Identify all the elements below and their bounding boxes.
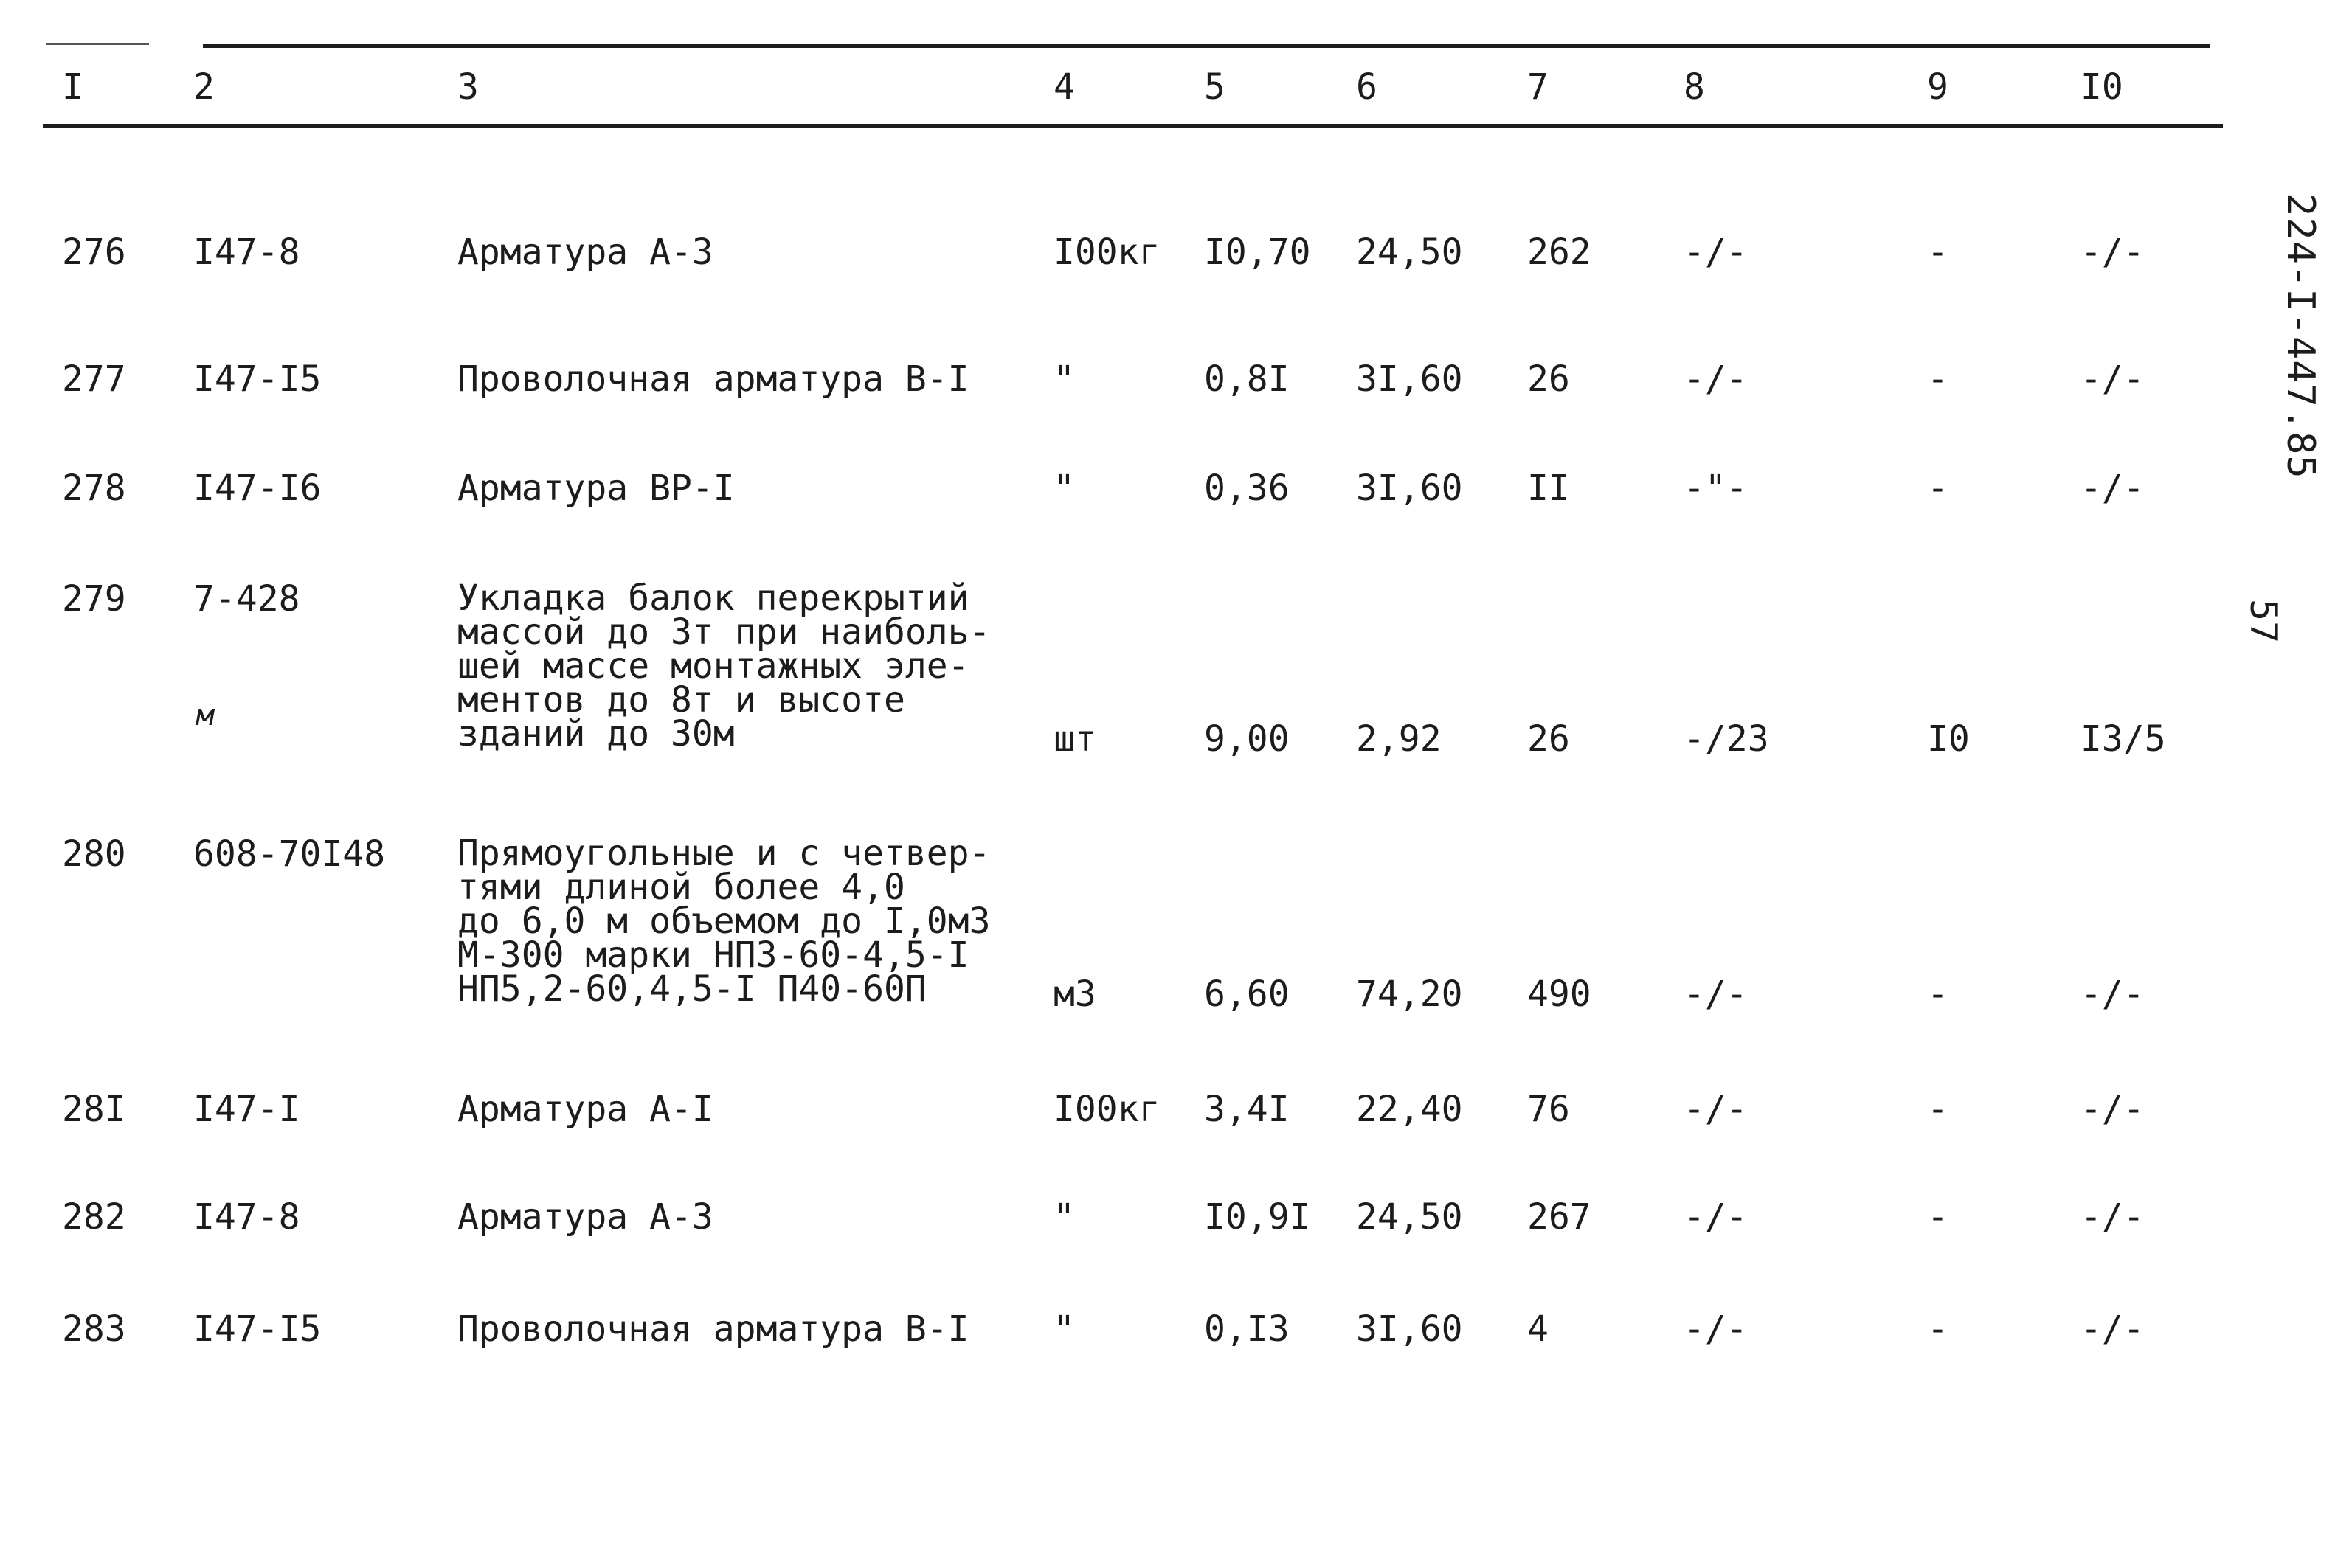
unit-price: 2,92 xyxy=(1356,718,1442,760)
column-8-value: -/- xyxy=(1684,232,1748,273)
column-header-1: I xyxy=(62,66,83,108)
column-header-7: 7 xyxy=(1527,66,1549,108)
rate-code: I47-I5 xyxy=(193,1308,322,1350)
rate-code: I47-I6 xyxy=(193,468,322,509)
unit-price: 74,20 xyxy=(1356,974,1463,1015)
rate-code: 7-428 xyxy=(193,578,300,620)
total-cost: 267 xyxy=(1527,1196,1591,1238)
work-description: Арматура ВР-I xyxy=(457,468,735,509)
row-number: 283 xyxy=(62,1308,126,1350)
row-number: 279 xyxy=(62,578,126,620)
row-number: 278 xyxy=(62,468,126,509)
quantity: I0,9I xyxy=(1204,1196,1311,1238)
top-left-short-rule xyxy=(46,43,149,45)
total-cost: 26 xyxy=(1527,718,1570,760)
work-description: Арматура А-I xyxy=(457,1089,713,1130)
column-header-8: 8 xyxy=(1684,66,1705,108)
quantity: 0,36 xyxy=(1204,468,1290,509)
column-header-10: I0 xyxy=(2081,66,2123,108)
unit-price: 3I,60 xyxy=(1356,1308,1463,1350)
unit: I00кг xyxy=(1054,232,1161,273)
unit: " xyxy=(1054,1308,1075,1350)
rate-code: I47-I5 xyxy=(193,358,322,400)
unit-price: 24,50 xyxy=(1356,1196,1463,1238)
unit: шт xyxy=(1054,718,1096,760)
page-number: 57 xyxy=(2242,599,2285,644)
quantity: I0,70 xyxy=(1204,232,1311,273)
column-header-9: 9 xyxy=(1927,66,1948,108)
total-cost: 76 xyxy=(1527,1089,1570,1130)
unit: м3 xyxy=(1054,974,1096,1015)
column-9-value: - xyxy=(1927,1089,1948,1130)
column-9-value: - xyxy=(1927,1196,1948,1238)
rate-code: 608-70I48 xyxy=(193,833,386,875)
column-8-value: -/23 xyxy=(1684,718,1769,760)
row-number: 276 xyxy=(62,232,126,273)
column-8-value: -/- xyxy=(1684,1308,1748,1350)
unit: " xyxy=(1054,1196,1075,1238)
column-9-value: - xyxy=(1927,358,1948,400)
unit-price: 3I,60 xyxy=(1356,468,1463,509)
unit: " xyxy=(1054,358,1075,400)
document-code: 224-I-447.85 xyxy=(2278,193,2322,479)
column-10-value: -/- xyxy=(2081,1308,2145,1350)
column-8-value: -"- xyxy=(1684,468,1748,509)
work-description: Проволочная арматура В-I xyxy=(457,358,969,400)
rate-code: I47-8 xyxy=(193,232,300,273)
column-9-value: - xyxy=(1927,974,1948,1015)
column-8-value: -/- xyxy=(1684,974,1748,1015)
row-number: 282 xyxy=(62,1196,126,1238)
column-9-value: I0 xyxy=(1927,718,1970,760)
column-9-value: - xyxy=(1927,468,1948,509)
column-10-value: I3/5 xyxy=(2081,718,2166,760)
column-8-value: -/- xyxy=(1684,1196,1748,1238)
row-number: 280 xyxy=(62,833,126,875)
header-bottom-rule xyxy=(43,124,2223,128)
unit-price: 3I,60 xyxy=(1356,358,1463,400)
column-9-value: - xyxy=(1927,1308,1948,1350)
work-description: Арматура А-3 xyxy=(457,1196,713,1238)
column-header-2: 2 xyxy=(193,66,215,108)
row-number: 28I xyxy=(62,1089,126,1130)
column-header-5: 5 xyxy=(1204,66,1225,108)
rate-code-note: м xyxy=(196,698,215,732)
quantity: 3,4I xyxy=(1204,1089,1290,1130)
total-cost: 490 xyxy=(1527,974,1591,1015)
quantity: 6,60 xyxy=(1204,974,1290,1015)
unit: I00кг xyxy=(1054,1089,1161,1130)
column-10-value: -/- xyxy=(2081,358,2145,400)
top-rule xyxy=(203,44,2210,48)
rate-code: I47-8 xyxy=(193,1196,300,1238)
work-description: Проволочная арматура В-I xyxy=(457,1308,969,1350)
work-description: Арматура А-3 xyxy=(457,232,713,273)
column-header-6: 6 xyxy=(1356,66,1377,108)
rate-code: I47-I xyxy=(193,1089,300,1130)
total-cost: II xyxy=(1527,468,1570,509)
column-9-value: - xyxy=(1927,232,1948,273)
row-number: 277 xyxy=(62,358,126,400)
column-8-value: -/- xyxy=(1684,1089,1748,1130)
total-cost: 262 xyxy=(1527,232,1591,273)
column-10-value: -/- xyxy=(2081,232,2145,273)
column-10-value: -/- xyxy=(2081,1196,2145,1238)
quantity: 0,I3 xyxy=(1204,1308,1290,1350)
column-10-value: -/- xyxy=(2081,1089,2145,1130)
unit-price: 22,40 xyxy=(1356,1089,1463,1130)
column-8-value: -/- xyxy=(1684,358,1748,400)
column-10-value: -/- xyxy=(2081,974,2145,1015)
column-header-4: 4 xyxy=(1054,66,1075,108)
total-cost: 26 xyxy=(1527,358,1570,400)
column-10-value: -/- xyxy=(2081,468,2145,509)
total-cost: 4 xyxy=(1527,1308,1549,1350)
quantity: 9,00 xyxy=(1204,718,1290,760)
work-description: Укладка балок перекрытий массой до 3т при наиболь- шей массе монтажных эле- ментов до 8т и высоте зданий до 30м xyxy=(457,577,991,754)
unit: " xyxy=(1054,468,1075,509)
unit-price: 24,50 xyxy=(1356,232,1463,273)
work-description: Прямоугольные и с четвер- тями длиной более 4,0 до 6,0 м объемом до I,0м3 М-300 марки НП3-60-4,5-I НП5,2-60,4,5-I П40-60П xyxy=(457,833,991,1010)
column-header-3: 3 xyxy=(457,66,479,108)
quantity: 0,8I xyxy=(1204,358,1290,400)
